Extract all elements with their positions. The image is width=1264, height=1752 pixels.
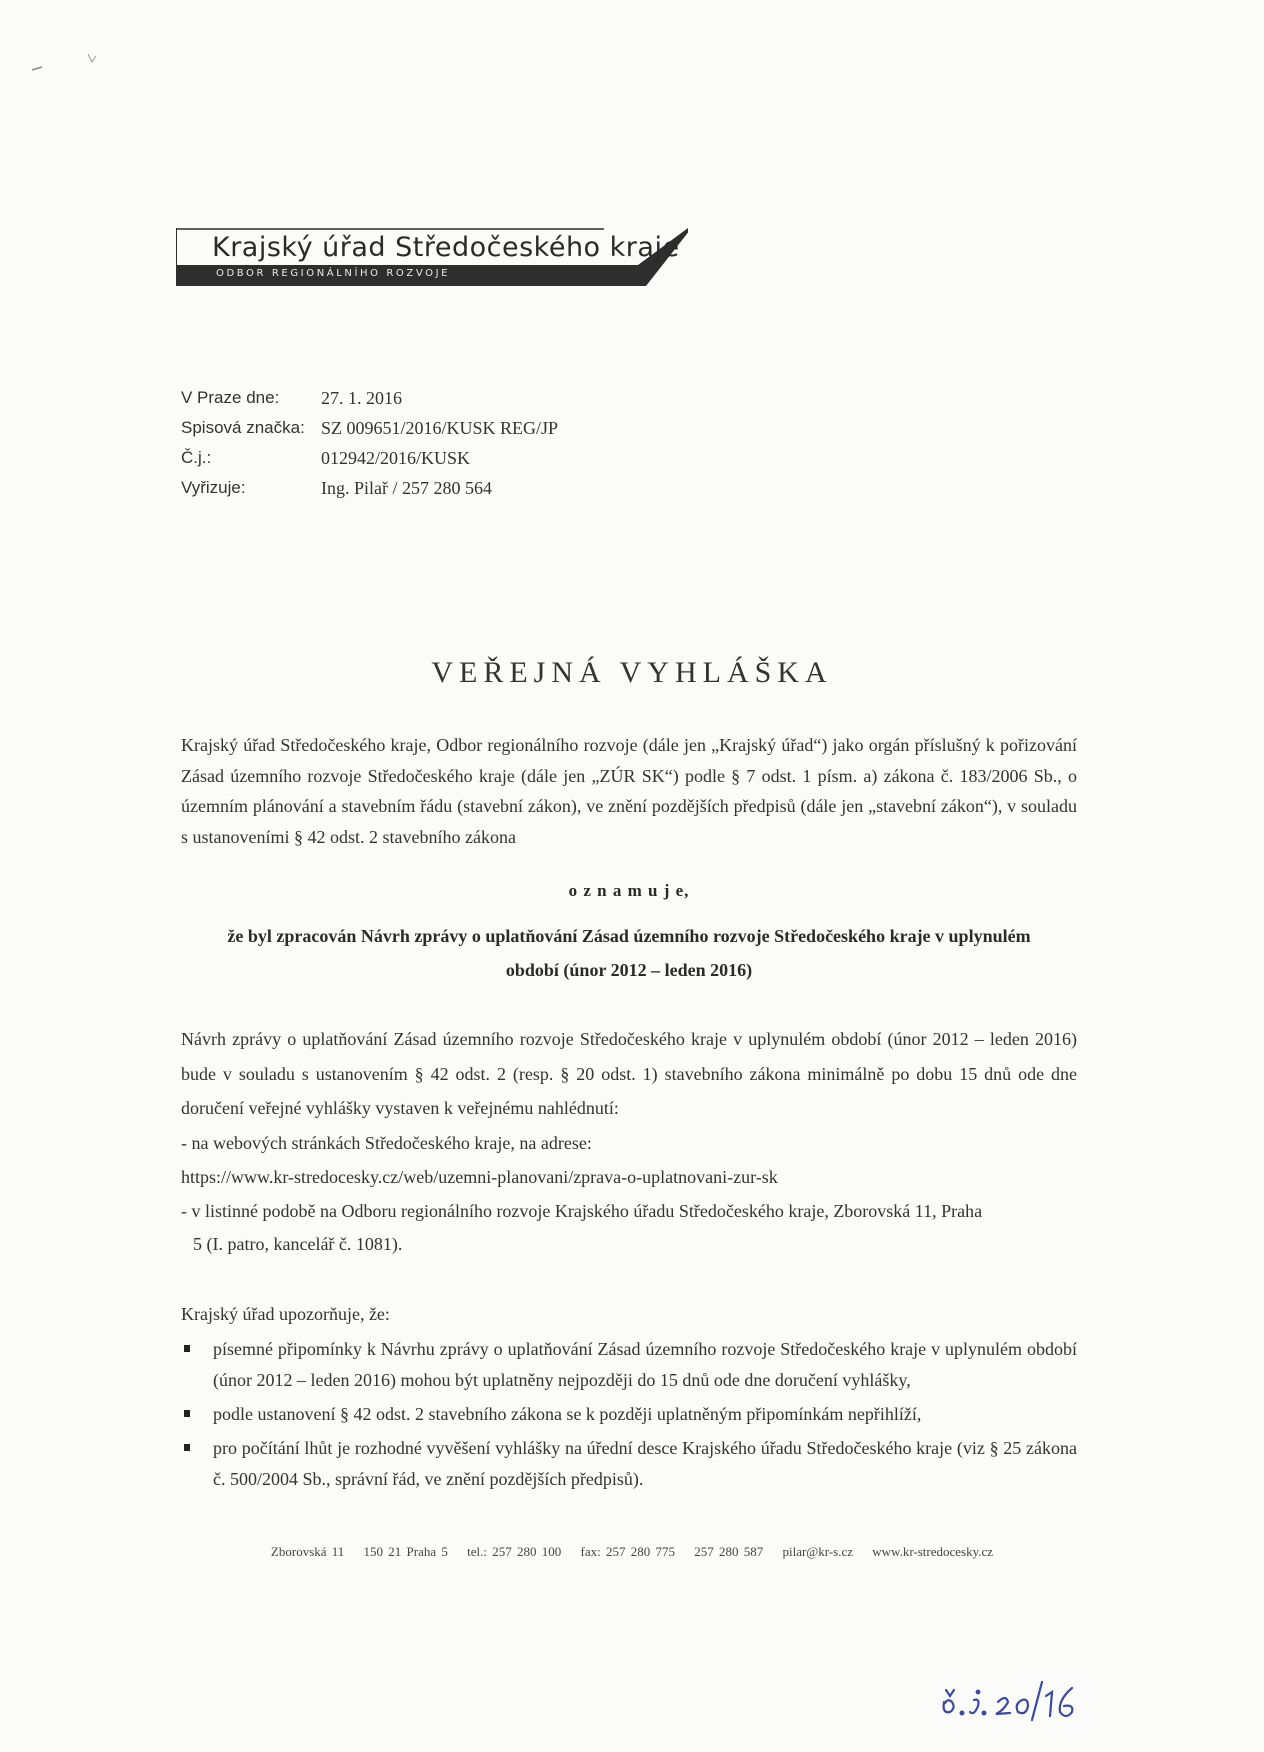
footer-address: Zborovská 11 [270,1544,345,1559]
web-line: - na webových stránkách Středočeského kraje, na adrese: [181,1133,592,1153]
list-item [181,1399,1077,1430]
notice-list [181,1334,1077,1498]
announces-word: o z n a m u j e, [568,881,690,900]
scan-artifact-icon [30,50,120,90]
meta-value: 012942/2016/KUSK [321,448,471,468]
list-item [181,1334,1077,1396]
meta-label: Vyřizuje: [181,478,246,497]
announcement-line-1: že byl zpracován Návrh zprávy o uplatňování Zásad územního rozvoje Středočeského kraje v uplynulém [227,926,1031,946]
footer-fax: fax: 257 280 775 [580,1544,675,1559]
bullet-icon [184,1345,190,1352]
paper-line-2: 5 (I. patro, kancelář č. 1081). [193,1234,403,1254]
bullet-icon [184,1444,190,1451]
notice-intro: Krajský úřad upozorňuje, že: [181,1304,390,1324]
meta-label: V Praze dne: [181,388,280,407]
list-item [181,1433,1077,1495]
department-name: ODBOR REGIONÁLNÍHO ROZVOJE [216,268,451,279]
body-paragraph: Návrh zprávy o uplatňování Zásad územního rozvoje Středočeského kraje v uplynulém období (únor 2012 – leden 2016) bude v souladu s ustanovením § 42 odst. 2 (resp. § 20 odst. 1) stavebního zákona minimálně po dobu 15 dnů ode dne doručení veřejné vyhlášky vystaven k veřejnému nahlédnutí: [181,1029,1077,1118]
list-item-text: písemné připomínky k Návrhu zprávy o uplatňování Zásad územního rozvoje Středočeského kraje v uplynulém období (únor 2012 – leden 2016) mohou být uplatněny nejpozději do 15 dnů ode dne doručení vyhlášky, [213,1339,1077,1390]
meta-label: Č.j.: [181,448,212,467]
handwritten-note [940,1672,1090,1724]
office-name: Krajský úřad Středočeského kraje [212,232,680,263]
bullet-icon [184,1410,190,1417]
list-item-text: pro počítání lhůt je rozhodné vyvěšení vyhlášky na úřední desce Krajského úřadu Středočeského kraje (viz § 25 zákona č. 500/2004 Sb., správní řád, ve znění pozdějších předpisů). [213,1438,1077,1489]
announcement-line-2: období (únor 2012 – leden 2016) [505,960,753,980]
paper-line-1: - v listinné podobě na Odboru regionálního rozvoje Krajského úřadu Středočeského kraje, Zborovská 11, Praha [181,1201,983,1221]
footer-fax-2: 257 280 587 [694,1544,764,1559]
meta-value: 27. 1. 2016 [321,388,402,408]
footer-contacts [0,1544,1264,1560]
meta-label: Spisová značka: [181,418,305,437]
office-logo [176,228,688,286]
footer-web[interactable]: www.kr-stredocesky.cz [872,1544,994,1559]
document-title: VEŘEJNÁ VYHLÁŠKA [431,656,833,689]
footer-tel: tel.: 257 280 100 [467,1544,562,1559]
meta-value: SZ 009651/2016/KUSK REG/JP [321,418,559,438]
intro-paragraph: Krajský úřad Středočeského kraje, Odbor regionálního rozvoje (dále jen „Krajský úřad“) jako orgán příslušný k pořizování Zásad územního rozvoje Středočeského kraje (dále jen „ZÚR SK“) podle § 7 odst. 1 písm. a) zákona č. 183/2006 Sb., o územním plánování a stavebním řádu (stavební zákon), ve znění pozdějších předpisů (dále jen „stavební zákon“), v souladu s ustanoveními § 42 odst. 2 stavebního zákona [181,735,1077,847]
list-item-text: podle ustanovení § 42 odst. 2 stavebního zákona se k později uplatněným připomínkám nepřihlíží, [213,1404,922,1424]
footer-email[interactable]: pilar@kr-s.cz [782,1544,854,1559]
meta-value: Ing. Pilař / 257 280 564 [321,478,492,498]
footer-postal: 150 21 Praha 5 [363,1544,448,1559]
document-url[interactable]: https://www.kr-stredocesky.cz/web/uzemni-planovani/zprava-o-uplatnovani-zur-sk [181,1167,778,1187]
